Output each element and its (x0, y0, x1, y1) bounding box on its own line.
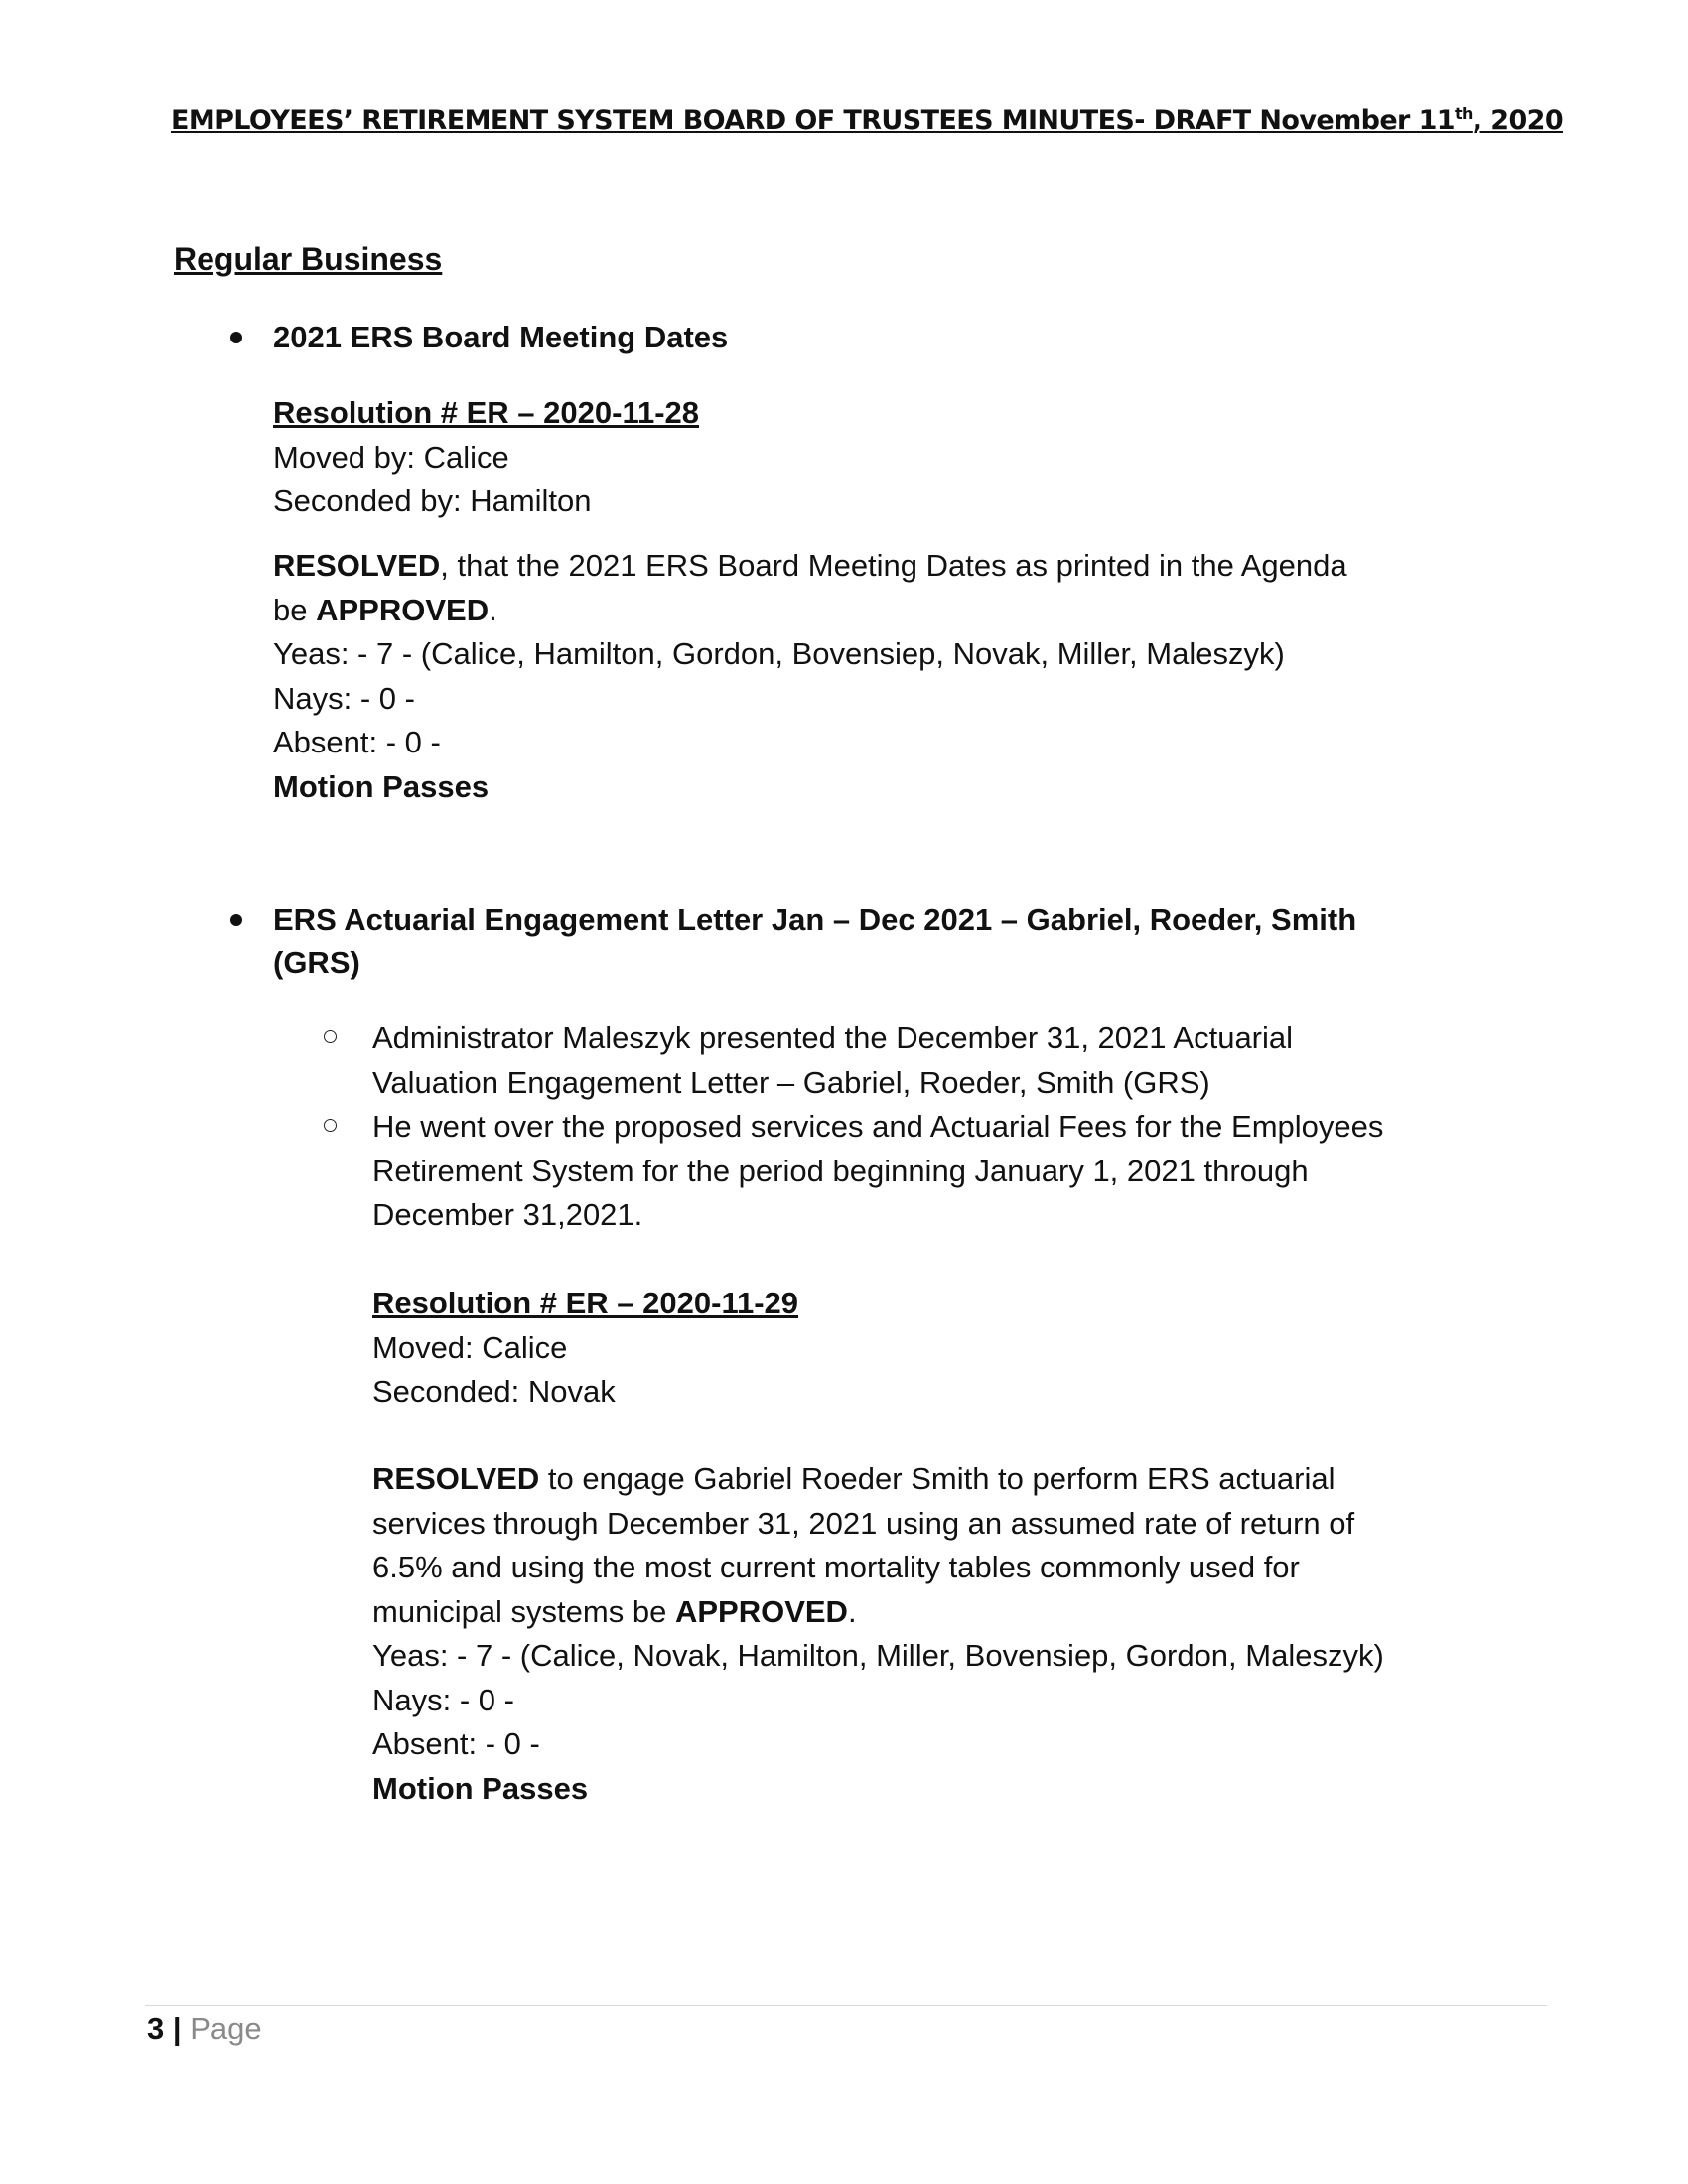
agenda-item-2-title-line1: ERS Actuarial Engagement Letter Jan – Dec 2021 – Gabriel, Roeder, Smith (273, 902, 1357, 937)
sub-bullet-2-line2: Retirement System for the period beginning January 1, 2021 through (372, 1153, 1309, 1188)
nays: Nays: - 0 - (273, 680, 415, 716)
absent: Absent: - 0 - (273, 725, 441, 759)
resolved-word: RESOLVED (372, 1461, 540, 1496)
seconded-by: Seconded by: Hamilton (273, 483, 592, 518)
resolved-text-cont: be (273, 592, 317, 627)
moved-by: Moved by: Calice (273, 439, 509, 475)
resolution-title: Resolution # ER – 2020-11-29 (372, 1286, 799, 1320)
hollow-bullet-icon (324, 1119, 337, 1132)
resolved-text-line2: services through December 31, 2021 using an assumed rate of return of (372, 1505, 1355, 1541)
absent: Absent: - 0 - (372, 1726, 540, 1761)
approved-word: APPROVED (316, 592, 490, 627)
resolved-word: RESOLVED (273, 548, 441, 583)
motion-result: Motion Passes (273, 768, 490, 804)
resolved-text: , that the 2021 ERS Board Meeting Dates as printed in the Agenda (440, 548, 1347, 583)
page-number: 3 (147, 2011, 165, 2046)
hollow-bullet-icon (324, 1030, 337, 1043)
document-header (0, 105, 1688, 136)
yeas: Yeas: - 7 - (Calice, Hamilton, Gordon, Bovensiep, Novak, Miller, Maleszyk) (273, 636, 1285, 671)
sub-bullet-1-line1: Administrator Maleszyk presented the December 31, 2021 Actuarial (372, 1021, 1294, 1055)
page-separator: | (172, 2011, 182, 2046)
yeas: Yeas: - 7 - (Calice, Novak, Hamilton, Miller, Bovensiep, Gordon, Maleszyk) (372, 1638, 1384, 1673)
bullet-dot-icon (230, 332, 242, 343)
sub-bullet-2-line3: December 31,2021. (372, 1197, 643, 1232)
resolved-block-2 (372, 1457, 1384, 1811)
resolved-text-line3: 6.5% and using the most current mortality tables commonly used for (372, 1550, 1300, 1584)
page-footer (147, 2011, 262, 2047)
nays: Nays: - 0 - (372, 1682, 514, 1717)
agenda-item-2-title-line2: (GRS) (273, 945, 360, 980)
resolution-block-2 (372, 1282, 798, 1415)
motion-result: Motion Passes (372, 1770, 589, 1806)
footer-divider (145, 2005, 1547, 2006)
resolution-title: Resolution # ER – 2020-11-28 (273, 395, 700, 430)
approved-end: . (489, 592, 497, 627)
moved-by: Moved: Calice (372, 1329, 568, 1365)
agenda-item-2-title (273, 898, 1504, 984)
bullet-dot-icon (230, 914, 242, 926)
agenda-item-1-title: 2021 ERS Board Meeting Dates (273, 320, 729, 354)
approved-word: APPROVED (674, 1593, 848, 1629)
header-title: EMPLOYEES’ RETIREMENT SYSTEM BOARD OF TRUSTEES MINUTES- DRAFT November 11 (170, 105, 1455, 136)
sub-bullet-1-line2: Valuation Engagement Letter – Gabriel, Roeder, Smith (GRS) (372, 1064, 1210, 1100)
seconded-by: Seconded: Novak (372, 1374, 616, 1409)
approved-end: . (847, 1593, 857, 1629)
section-title: Regular Business (174, 241, 443, 277)
page-label: Page (190, 2011, 262, 2046)
resolution-block-1 (273, 391, 699, 524)
resolved-text: to engage Gabriel Roeder Smith to perform ERS actuarial (539, 1461, 1336, 1496)
header-title-year: , 2020 (1472, 105, 1564, 136)
resolved-block-1 (273, 544, 1347, 809)
header-title-sup: th (1454, 104, 1473, 123)
resolved-text-line4: municipal systems be (372, 1593, 675, 1629)
sub-bullet-2-line1: He went over the proposed services and Actuarial Fees for the Employees (372, 1109, 1384, 1144)
